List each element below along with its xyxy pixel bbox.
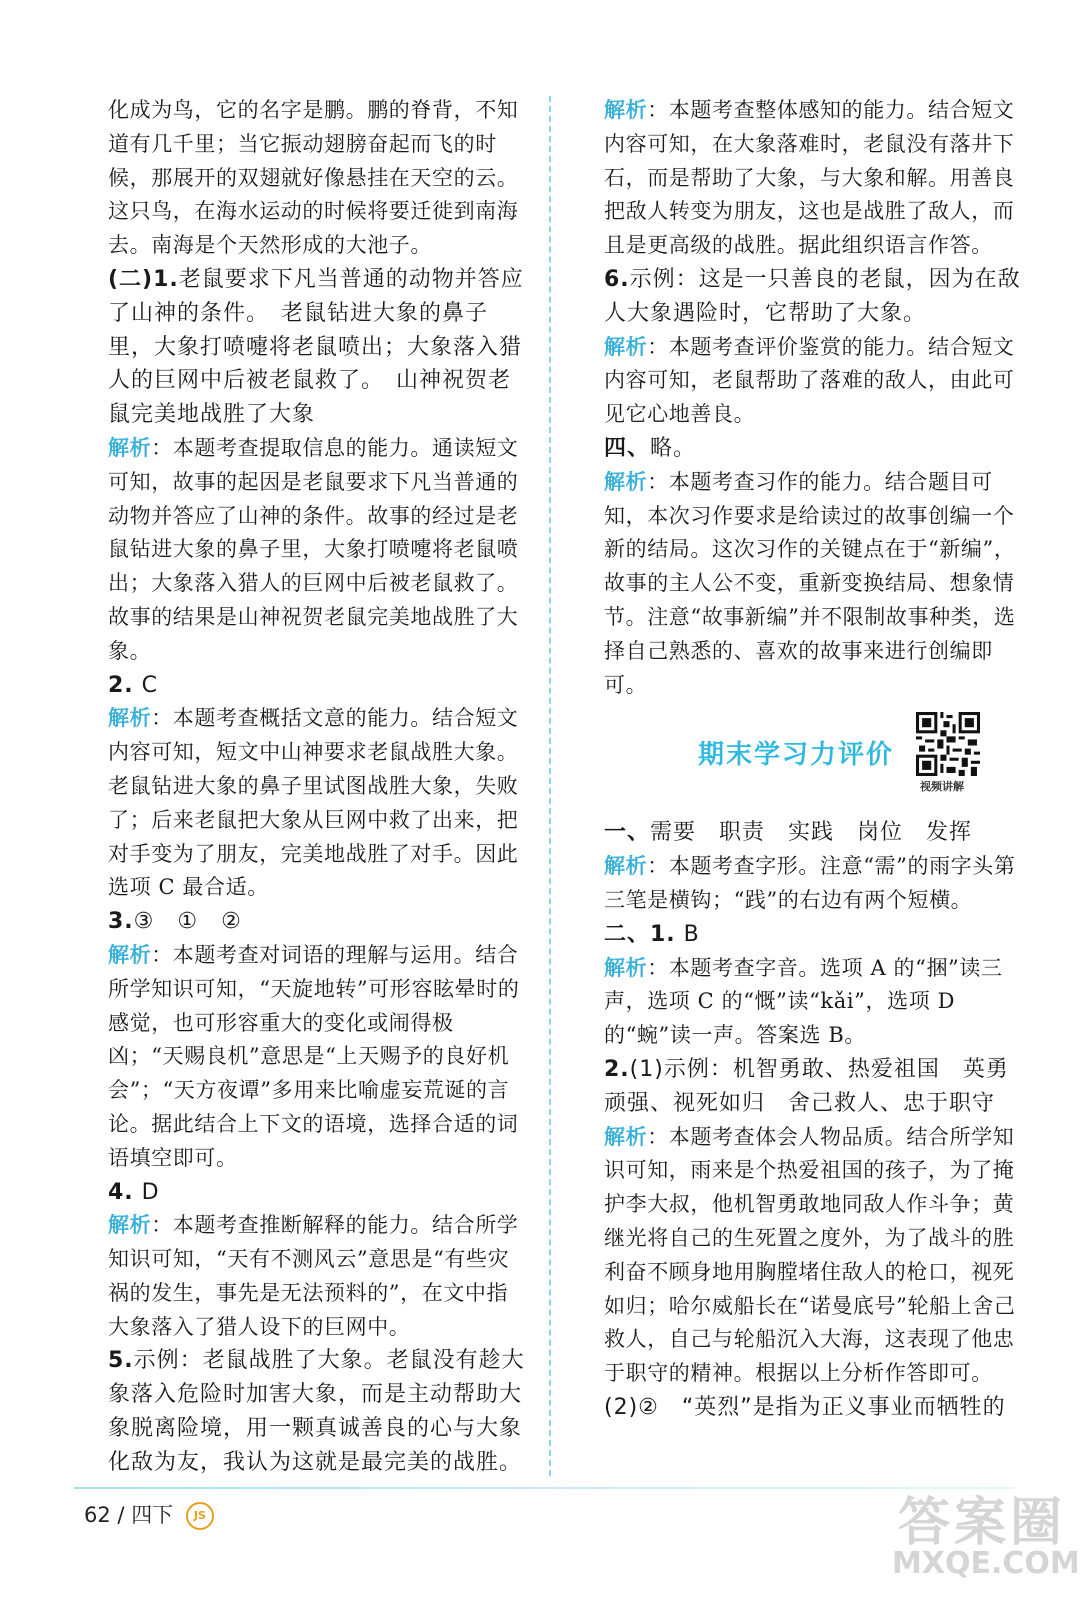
qr-code-icon[interactable] [916, 712, 980, 776]
question-number: 2. [108, 672, 134, 698]
body-text: ：本题考查推断解释的能力。结合所学知识可知，“天有不测风云”意思是“有些灾祸的发生，事先是无法预料的”，在文中指大象落入了猎人设下的巨网中。 [108, 1213, 519, 1339]
analysis-paragraph [604, 1121, 1024, 1391]
analysis-paragraph [108, 702, 528, 905]
analysis-paragraph [108, 939, 528, 1176]
body-text: ：本题考查字音。选项 A 的“捆”读三声，选项 C 的“慨”读“kǎi”，选项 D 的“蜿”读一声。答案选 B。 [604, 955, 1003, 1048]
body-text: 老鼠要求下凡当普通的动物并答应了山神的条件。 老鼠钻进大象的鼻子里，大象打喷嚏将老鼠喷出；大象落入猎人的巨网中后被老鼠救了。 山神祝贺老鼠完美地战胜了大象 [108, 266, 524, 428]
text-paragraph [108, 94, 528, 263]
grade-label: 四下 [131, 1503, 174, 1527]
qr-label: 视频讲解 [920, 780, 964, 794]
right-column [604, 94, 1024, 1425]
section-header [604, 708, 1024, 812]
answer-item [604, 1053, 1024, 1121]
footer-line [74, 1487, 1014, 1489]
body-text: (1)示例：机智勇敢、热爱祖国 英勇顽强、视死如归 舍己救人、忠于职守 [604, 1056, 1009, 1116]
body-text: (2)② “英烈”是指为正义事业而牺牲的 [604, 1394, 1006, 1420]
analysis-paragraph [108, 1209, 528, 1344]
question-number: 5. [108, 1348, 134, 1374]
analysis-tag: 解析 [604, 98, 648, 122]
analysis-paragraph [604, 850, 1024, 918]
right-column-top [604, 94, 1024, 702]
analysis-tag: 解析 [108, 1213, 152, 1238]
analysis-tag: 解析 [108, 706, 152, 731]
question-number: 2. [604, 1056, 630, 1082]
analysis-tag: 解析 [604, 1124, 648, 1149]
answer-item [108, 1176, 528, 1210]
body-text: 示例：这是一只善良的老鼠，因为在敌人大象遇险时，它帮助了大象。 [604, 266, 1021, 326]
body-text: D [133, 1179, 160, 1205]
answer-item [108, 263, 528, 432]
question-number: 一、 [604, 820, 651, 846]
edition-badge: JS [186, 1502, 214, 1530]
body-text: 示例：老鼠战胜了大象。老鼠没有趁大象落入危险时加害大象，而是主动帮助大象脱离险境，用一颗真诚善良的心与大象化敌为友，我认为这就是最完美的战胜。 [108, 1348, 525, 1475]
analysis-tag: 解析 [108, 942, 152, 967]
body-text: ③ ① ② [133, 909, 242, 935]
left-column [108, 94, 528, 1480]
question-number: 4. [108, 1179, 134, 1205]
right-column-bottom [604, 816, 1024, 1424]
column-divider [549, 96, 551, 1476]
body-text: B [675, 921, 700, 947]
analysis-paragraph [604, 331, 1024, 432]
body-text: ：本题考查习作的能力。结合题目可知，本次习作要求是给读过的故事创编一个新的结局。这次习作的关键点在于“新编”，故事的主人公不变，重新变换结局、想象情节。注意“故事新编”并不限制故事种类，选择自己熟悉的、喜欢的故事来进行创编即可。 [604, 469, 1016, 697]
page-number: 62 [84, 1503, 111, 1527]
question-number: 二、1. [604, 921, 676, 947]
body-text: ：本题考查评价鉴赏的能力。结合短文内容可知，老鼠帮助了落难的敌人，由此可见它心地善良。 [604, 334, 1015, 427]
body-text: ：本题考查字形。注意“需”的雨字头第三笔是横钩；“践”的右边有两个短横。 [604, 854, 1016, 912]
body-text: ：本题考查体会人物品质。结合所学知识可知，雨来是个热爱祖国的孩子，为了掩护李大叔，他机智勇敢地同敌人作斗争；黄继光将自己的生死置之度外，为了战斗的胜利奋不顾身地用胸膛堵住敌人的枪口，视死如归；哈尔威船长在“诺曼底号”轮船上舍己救人，自己与轮船沉入大海，这表现了他忠于职守的精神。根据以上分析作答即可。 [604, 1124, 1016, 1386]
analysis-tag: 解析 [604, 955, 648, 980]
question-number: 3. [108, 909, 134, 935]
answer-item [604, 432, 1024, 466]
body-text: ：本题考查整体感知的能力。结合短文内容可知，在大象落难时，老鼠没有落井下石，而是帮助了大象，与大象和解。用善良把敌人转变为朋友，这也是战胜了敌人，而且是更高级的战胜。据此组织语言作答。 [604, 98, 1015, 258]
body-text: 需要 职责 实践 岗位 发挥 [650, 820, 973, 846]
page-footer [84, 1499, 214, 1530]
analysis-paragraph [604, 952, 1024, 1053]
analysis-tag: 解析 [604, 334, 648, 359]
watermark-url: MXQE.COM [892, 1546, 1080, 1581]
analysis-tag: 解析 [604, 854, 648, 879]
analysis-paragraph [604, 466, 1024, 703]
body-text: 略。 [650, 435, 697, 461]
analysis-tag: 解析 [108, 435, 152, 460]
footer-separator: / [117, 1503, 125, 1527]
body-text: ：本题考查概括文意的能力。结合短文内容可知，短文中山神要求老鼠战胜大象。老鼠钻进大象的鼻子里试图战胜大象，失败了；后来老鼠把大象从巨网中救了出来，把对手变为了朋友，完美地战胜了对手。因此选项 C 最合适。 [108, 706, 519, 900]
section-title: 期末学习力评价 [698, 740, 895, 771]
answer-item [108, 905, 528, 939]
analysis-paragraph [604, 94, 1024, 263]
answer-item [604, 918, 1024, 952]
watermark-logo: 答案圈 [898, 1493, 1067, 1553]
answer-item [108, 669, 528, 703]
question-number: 四、 [604, 435, 651, 461]
body-text: C [133, 672, 159, 698]
body-text: ：本题考查对词语的理解与运用。结合所学知识可知，“天旋地转”可形容眩晕时的感觉，也可形容重大的变化或闹得极凶；“天赐良机”意思是“上天赐予的良好机会”；“天方夜谭”多用来比喻虚妄荒诞的言论。据此结合上下文的语境，选择合适的词语填空即可。 [108, 942, 520, 1170]
question-number: 6. [604, 266, 630, 292]
answer-item [604, 263, 1024, 331]
body-text: 化成为鸟，它的名字是鹏。鹏的脊背，不知道有几千里；当它振动翅膀奋起而飞的时候，那展开的双翅就好像悬挂在天空的云。这只鸟，在海水运动的时候将要迁徙到南海去。南海是个天然形成的大池子。 [108, 98, 519, 258]
answer-item [604, 1391, 1024, 1425]
analysis-tag: 解析 [604, 469, 648, 494]
body-text: ：本题考查提取信息的能力。通读短文可知，故事的起因是老鼠要求下凡当普通的动物并答应了山神的条件。故事的经过是老鼠钻进大象的鼻子里，大象打喷嚏将老鼠喷出；大象落入猎人的巨网中后被老鼠救了。故事的结果是山神祝贺老鼠完美地战胜了大象。 [108, 435, 519, 663]
answer-item [604, 816, 1024, 850]
question-number: (二)1. [108, 266, 179, 292]
answer-item [108, 1344, 528, 1479]
analysis-paragraph [108, 432, 528, 669]
